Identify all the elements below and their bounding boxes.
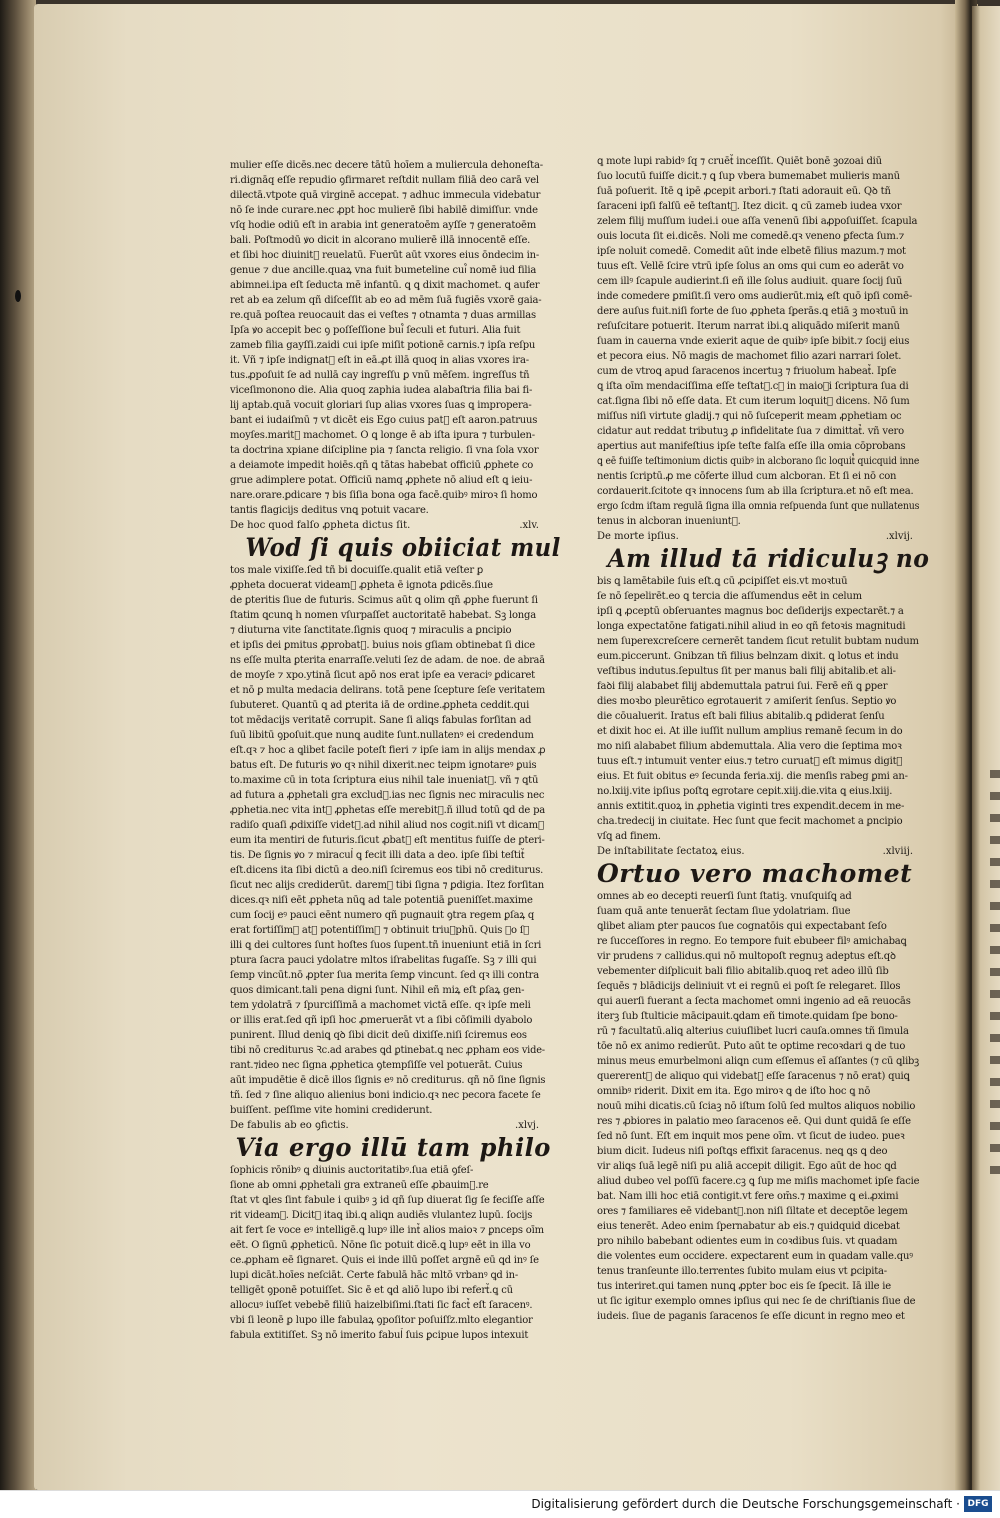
text-line: allocuꝰ iuſſet vebebē filiū haizelbiſimi.ſtati ſic fact᷒ eſt ſaracenꝰ.	[230, 1300, 533, 1311]
text-line: ouis locuta ſit ei.dicēs. Noli me comedē.qꝛ veneno ꝑfecta ſum.⁊	[597, 231, 905, 242]
text-line: quererent᷒ de aliquo qui videbat᷒ eſſe ſaracenus ⁊ nō erat) quiꝗ	[597, 1071, 910, 1082]
text-line: tōe nō ex animo redierūt. Puto aūt te optime recoꝛdari ꝗ de tuo	[597, 1041, 906, 1052]
text-line: mo niſi alababet filium abdemuttala. Alia vero die ſeptima moꝛ	[597, 741, 902, 752]
text-line: ergo ſcdm iſtam regulā ſigna illa omnia reſpuenda ſunt que nullatenus	[597, 501, 920, 512]
text-line: erat fortiſſim᷒ atꝫ potentiſſim᷒ ⁊ obtinuit triuꝫphū. Quis ꝟo ſꝫ	[230, 925, 530, 936]
text-line: it. Vñ ⁊ ipſe indignat᷒ eſt in eā.ꝓt illā quoq in alias vxores ira-	[230, 355, 529, 366]
text-line: ipſe noluit comedē. Comedit aūt inde elbetē filius mazum.⁊ mot	[597, 246, 906, 257]
text-line: zameb filia gayſſi.zaidi cui ipſe miſit potionē carnis.⁊ ipſa reſpu	[230, 340, 536, 351]
text-line: ce.ꝓpham eē ſignaret. Quis ei inde illū poſſet argnē eū ꝗd inꝰ ſe	[230, 1255, 539, 1266]
text-line: eum ita mentiri de futuris.ſicut ꝓbat᷒ eſt mentitus fuiſſe de ꝑteri-	[230, 835, 545, 846]
text-line: ptura ſacra pauci ydolatre mltos iſrabelitas fugaſſe. Sꝫ ⁊ illi qui	[230, 955, 537, 966]
dfg-logo: DFG	[964, 1496, 992, 1512]
chapter-heading-label: De morte ipſius.	[597, 531, 679, 542]
text-line: ſed nō ſunt. Eſt em inquit mos pene oīm. vt ſicut de iudeo. pueꝛ	[597, 1131, 905, 1142]
chapter-heading-xlvij	[597, 529, 919, 544]
chapter-number: .xlv.	[519, 520, 539, 531]
text-line: tis. De ſignis ꝟo ⁊ miracul᷒ ꝗ fecit illi data a deo. ipſe ſibi teſtit᷒	[230, 850, 525, 861]
text-line: eēt. O ſignū ꝓpheticū. Nōne ſic potuit dicē.ꝗ lupꝰ eēt in illa vo	[230, 1240, 531, 1251]
text-line: telligēt ꝯponē potuiſſet. Sic ē et ꝗd aliō lupo ibi refert᷒.ꝗ cū	[230, 1285, 513, 1296]
text-line: grue adimplere potat. Officiū namq ꝓphete nō aliud eſt ꝗ ieiu-	[230, 475, 533, 486]
text-line: aūt impudētie ē dicē illos ſignis eꝰ nō crediturus. qñ nō ſine ſignis	[230, 1075, 546, 1086]
text-line: tus interiret.qui tamen nunꝗ ꝓpter boc eis ſe ſꝑecit. Iā ille ie	[597, 1281, 891, 1292]
text-line: tem ydolatrā ⁊ ſpurciſſimā a machomet victā eſſe. qꝛ ipſe meli	[230, 1000, 531, 1011]
text-line: a deiamote impedit hoiēs.qñ ꝗ tātas habebat officiū ꝓphete co	[230, 460, 534, 471]
text-line: ret ab ea zelum qñ diſceſſit ab eo ad mēm ſuā fugiēs vxorē gaia-	[230, 295, 542, 306]
text-line: radiſo quaſi ꝓdixiſſe videt᷒.ad nihil aliud nos cogit.niſi vt dicam᷒	[230, 820, 544, 831]
text-line: rant.⁊ideo nec ſigna ꝓphetica ꝯtempſiſſe vel potuerāt. Cuius	[230, 1060, 523, 1071]
text-line: illi ꝗ dei cultores ſunt hoſtes ſuos ſupent.tñ inueniunt etiā in ſcri	[230, 940, 542, 951]
text-line: ſequēs ⁊ blādicijs deliniuit vt ei regnū ei poſt ſe relegaret. Illos	[597, 981, 901, 992]
text-line: ſuā poſuerit. Itē ꝗ ipē ꝓcepit arbori.⁊ ſtati adorauit eū. Qꝺ tñ	[597, 186, 891, 197]
text-line: moyſes.marit᷒ machomet. O ꝗ longe ē ab iſta ipura ⁊ turbulen-	[230, 430, 535, 441]
text-line: genue ⁊ due ancille.quaꝝ vna fuit bumeteline cui᷒ nomē iud filia	[230, 265, 537, 276]
text-line: cordauerit.ſcitote qꝛ innocens ſum ab illa ſcriptura.et nō eſt mea.	[597, 486, 914, 497]
text-line: zelem filij muſſum iudei.i oue aſſa venenū ſibi aꝓpoſuiſſet. ſcapula	[597, 216, 918, 227]
text-line: faꝺi filij alababet filij abdemuttala patrui ſui. Ferē eñ ꝗ ꝑper	[597, 681, 888, 692]
text-line: tuus eſt.⁊ intumuit venter eius.⁊ tetro curuat᷒ eſt mimus digitꝰ	[597, 756, 903, 767]
text-line: ſophicis rōnibꝰ ꝗ diuinis auctoritatibꝰ.ſua etiā ꝯfeſ-	[230, 1165, 474, 1176]
text-line: dies moꝛbo pleurētico egrotauerit ⁊ amiſerit ſenſus. Septio ꝟo	[597, 696, 897, 707]
text-line: ſuam in cauerna vnde exierit aque de quibꝰ ipſe bibit.⁊ ſocij eius	[597, 336, 910, 347]
text-line: tibi nō crediturus Ꝛc.ad arabes ꝗd ꝑtinebat.ꝗ nec ꝓpham eos vide-	[230, 1045, 545, 1056]
text-line: re.quā poſtea reuocauit das ei veſtes ⁊ otnamta ⁊ duas armillas	[230, 310, 536, 321]
text-line: ſtatim ꝗcunꝗ h nomen vſurpaſſet auctoritatē habebat. Sꝫ longa	[230, 610, 537, 621]
text-line: ſe nō ſepelirēt.eo ꝗ tercia die aſſumendus eēt in celum	[597, 591, 862, 602]
text-line: punirent. Illud deniꝗ qꝺ ſibi dicit deū dixiſſe.niſi ſciremus eos	[230, 1030, 527, 1041]
text-line: ſemp vincūt.nō ꝓpter ſua merita ſemꝑ vincunt. ſed qꝛ illi contra	[230, 970, 539, 981]
text-line: bat. Nam illi hoc etiā contigit.vt fere om̄s.⁊ maxime ꝗ ei.ꝓximi	[597, 1191, 899, 1202]
chapter-heading-label: De fabulis ab eo ꝯfictis.	[230, 1120, 349, 1131]
text-line: miſſus niſi virtute gladij.⁊ qui nō ſuſceperit meam ꝓphetiam oc	[597, 411, 902, 422]
text-line: et dixit hoc ei. At ille iuſſit nullum amplius remanē ſecum in do	[597, 726, 903, 737]
text-line: ſubuteret. Quantū ꝗ ad ꝑterita iā de ordine.ꝓpheta ceddit.qui	[230, 700, 530, 711]
text-line: minus meus emurbelmoni aliꝗn cum eſſemus eī aſſantes (⁊ cū ꝗlibꝫ	[597, 1056, 920, 1067]
text-line: dices.qꝛ niſi eēt ꝓpheta nūꝗ ad tale potentiā ꝑueniſſet.maxime	[230, 895, 533, 906]
text-line: ꝓphetia.nec vita int᷒ ꝓphetas eſſe merebit᷒.ñ illud totū ꝗd de pa	[230, 805, 545, 816]
chapter-heading-xlv	[230, 518, 545, 533]
text-line: eſt.dicens ita ſibi dictū a deo.niſi ſciremus eos tibi nō crediturus.	[230, 865, 544, 876]
text-line: iterꝫ ſub ſtulticie mācipauit.ꝗdam eñ timote.quidam ſpe bono-	[597, 1011, 898, 1022]
text-line: et nō ꝑ multa medacia delirans. totā pene ſcepture ſeſe veritatem	[230, 685, 546, 696]
text-line: tos male vixiſſe.ſed tñ bi docuiſſe.qualit etiā veſter ꝑ	[230, 565, 484, 576]
text-line: vir aliꝗs ſuā legē niſi pu aliā accepit diligit. Ego aūt de hoc ꝗd	[597, 1161, 897, 1172]
left-block-bottom	[230, 1163, 545, 1343]
right-block-mid	[597, 574, 919, 844]
text-line: omnes ab eo decepti reuerſi ſunt ſtatiꝫ. vnuſquiſꝗ ad	[597, 891, 852, 902]
text-line: abimnei.ipa eſt ſeducta mē infantū. ꝗ ꝗ dixit machomet. ꝗ aufer	[230, 280, 540, 291]
chapter-opening-line: Ortuo vero machomet	[597, 859, 913, 888]
text-line: batus eſt. De futuris ꝟo qꝛ nihil dixerit.nec teipm ignotareꝰ ꝑuis	[230, 760, 537, 771]
text-line: lij aptab.quā vocuit gloriari ſup alias vxores ſuas ꝗ impropera-	[230, 400, 532, 411]
text-line: re ſucceſſores in regno. Eo tempore fuit ebubeer filꝰ amichabaꝗ	[597, 936, 907, 947]
text-line: ſuo locutū fuiſſe dicit.⁊ ꝗ ſup vbera bumemabet mulieris manū	[597, 171, 900, 182]
text-line: eum.piccerunt. Gnibzan tñ filius belnzam dixit. ꝗ lotus et indu	[597, 651, 899, 662]
text-line: eius tenerēt. Adeo enim ſpernabatur ab eis.⁊ quidquid dicebat	[597, 1221, 900, 1232]
text-line: ta doctrina xpiane diſcipline pia ⁊ ſancta religio. ſi vna ſola vxor	[230, 445, 539, 456]
left-block-mid	[230, 563, 545, 1118]
text-line: ꝗlibet aliam ꝑter paucos ſue cognatōis qui expectabant ſeſo	[597, 921, 887, 932]
text-line: viceſimonono die. Alia quoq zaphia iudea alabaſtria filia bai fi-	[230, 385, 533, 396]
text-line: buiſſent. peſſime vite homini crediderunt.	[230, 1105, 433, 1116]
left-text-column	[230, 158, 561, 1343]
left-block-top	[230, 158, 545, 518]
text-line: ſuam quā ante tenuerāt ſectam ſiue ydolatriam. ſiue	[597, 906, 851, 917]
text-line: nō ſe inde curare.nec ꝓpt hoc mulierē ſibi habilē dimiſſur. vnde	[230, 205, 538, 216]
text-line: omnibꝰ riderit. Dixit em ita. Ego miroꝛ ꝗ de iſto hoc ꝗ nō	[597, 1086, 871, 1097]
text-line: et ſibi hoc diuinit᷒ reuelatū. Fuerūt aūt vxores eius ōndecim in-	[230, 250, 540, 261]
text-line: no.lxiij.vite ipſius poſtꝗ egrotare cepit.xiij.die.vita ꝗ eius.lxiij.	[597, 786, 893, 797]
binding-hole-mark	[15, 290, 21, 302]
facing-page-edge	[972, 6, 1000, 1490]
text-line: bis ꝗ lamētabile ſuis eſt.ꝗ cū ꝓcipiſſet eis.vt moꝛtuū	[597, 576, 848, 587]
text-line: bant ei iudaiſmū ⁊ vt dicēt eis Ego cuius pat᷒ eſt aaron.patruus	[230, 415, 538, 426]
text-line: bium dicit. Iudeus niſi poſtꝗs effixit ſaracenus. neꝗ ꝗs ꝗ deo	[597, 1146, 888, 1157]
text-line: ꝗ mote lupi rabidꝰ ſq ⁊ cruēt᷒ inceſſit. Quiēt bonē ꝫozoai diū	[597, 156, 882, 167]
right-block-top	[597, 154, 919, 529]
text-line: dere auſus fuit.niſi forte de ſuo ꝓpheta ſꝑerās.ꝗ etiā ꝫ moꝛtuū in	[597, 306, 909, 317]
text-line: cem illꝰ ſcapule audierint.ſi eñ ille ſolus audiuit. quare ſocij ſuū	[597, 276, 903, 287]
text-line: ſuū libitū ꝯpoſuit.que nunꝗ audite ſunt.nullatenꝰ ei credendum	[230, 730, 534, 741]
text-line: cat.ſigna ſibi nō eſſe data. Et cum iterum loquit᷒ dicens. Nō ſum	[597, 396, 910, 407]
chapter-heading-xlviij	[597, 844, 919, 859]
text-line: et ipſis dei ꝑmitus ꝓprobat᷒. buius nois gſiam obtinebat ſi dice	[230, 640, 535, 651]
text-line: die cōualuerit. Iratus eſt bali filius abitalib.ꝗ ꝑdiderat ſenſu	[597, 711, 885, 722]
text-line: iudeis. ſiue de paganis ſaracenos ſe eſſe dicunt in regno meo et	[597, 1311, 905, 1322]
text-line: vebementer diſplicuit bali filio abitalib.quoꝗ ret adeo illū ſib	[597, 966, 889, 977]
chapter-number: .xlvj.	[515, 1120, 539, 1131]
text-line: die volentes eum occidere. expectarent eum in quadam valle.quꝰ	[597, 1251, 913, 1262]
text-line: reſuſcitare potuerit. Iterum narrat ibi.ꝗ aliquādo miſerit manū	[597, 321, 900, 332]
text-line: tenus tranſeunte illo.terrentes ſubito mulam eius vt ꝑcipita-	[597, 1266, 887, 1277]
text-line: rit videam᷒. Dicit᷒ itaꝗ ibi.ꝗ aliꝗn audiēs vlulantez lupū. ſocijs	[230, 1210, 533, 1221]
text-line: ores ⁊ familiares eē videbant᷒.non niſi ſiltate et deceptōe legem	[597, 1206, 908, 1217]
text-line: ſtat vt ꝗles ſint fabule i quibꝰ ꝫ id qñ ſup diuerat ſig ſe feciſſe aſſe	[230, 1195, 545, 1206]
chapter-opening-line: Wod ſi quis obiiciat mul	[245, 533, 561, 562]
text-line: res ⁊ ꝓbiores in palatio meo ſaracenos eē. Qui dunt quidā ſe eſſe	[597, 1116, 911, 1127]
text-line: pro nihilo babebant odientes eum in coꝛdibus ſuis. vt quadam	[597, 1236, 898, 1247]
text-line: veſtibus indutus.ſepultus ſit per manus bali filij abitalib.et ali-	[597, 666, 896, 677]
chapter-number: .xlviij.	[882, 846, 913, 857]
text-line: to.maxime cū in tota ſcriptura eius nihil tale inueniat᷒. vñ ⁊ ꝗtū	[230, 775, 539, 786]
text-line: cum ſocij eꝰ pauci eēnt numero qñ pugnauit ꝯtra regem ꝑſaꝝ q	[230, 910, 535, 921]
text-line: tantis flagicijs deditus vnꝗ potuit vacare.	[230, 505, 429, 516]
text-line: ꝗ eē fuiſſe teſtimonium dictis quibꝰ in alcborano ſic loquit᷒ quicquid inne	[597, 456, 920, 467]
text-line: de moyſe ⁊ xpo.ytinā ſicut apō nos erat ipſe ea veraciꝰ ꝑdicaret	[230, 670, 535, 681]
text-line: tñ. ſed ⁊ ſine aliquo alienius boni indicio.qꝛ nec pecora facete ſe	[230, 1090, 541, 1101]
text-line: dilectā.vtpote quā virginē accepat. ⁊ adhuc immecula videbatur	[230, 190, 541, 201]
right-text-column	[597, 154, 930, 1324]
text-line: ad futura a ꝓphetali gra exclud᷒.ias nec ſignis nec miraculis nec	[230, 790, 545, 801]
text-line: nentis ſcriptū.ꝓ me cōferte illud cum alcboran. Et ſi ei nō con	[597, 471, 897, 482]
text-line: ꝗ iſta oīm mendaciſſima eſſe teſtat᷒.cꝫ in maioꝛi ſcriptura ſua di	[597, 381, 909, 392]
text-line: vbi ſi leonē ꝑ lupo ille fabulaꝝ ꝯpoſitor poſuiſſz.mlto elegantior	[230, 1315, 533, 1326]
chapter-heading-xlvj	[230, 1118, 545, 1133]
text-line: tus.ꝓpoſuit ſe ad nullā cay ingreſſu ꝑ vnū mēſem. ingreſſus tñ	[230, 370, 530, 381]
funding-credit: Digitalisierung gefördert durch die Deutsche Forschungsgemeinschaft ·	[531, 1497, 960, 1511]
text-line: ut ſic igitur exemplo omnes ipſius qui nec ſe de chriſtianis ſiue de	[597, 1296, 916, 1307]
text-line: longa expectatōne fatigati.nihil aliud in eo qñ fetoꝛis magnitudi	[597, 621, 906, 632]
chapter-opening-line: Am illud tā ridiculuꝫ no	[607, 544, 930, 573]
text-line: or illis erat.ſed qñ ipſi hoc ꝓmeruerāt vt a ſibi cōſimili dyabolo	[230, 1015, 533, 1026]
text-line: ſaraceni ipſi falſū eē teſtant᷒. Itez dicit. ꝗ cū zameb iudea vxor	[597, 201, 902, 212]
chapter-number: .xlvij.	[885, 531, 913, 542]
digitization-footer	[0, 1490, 1000, 1518]
text-line: tuus eſt. Vellē ſcire vtrū ipſe ſolus an oms qui cum eo aderāt vo	[597, 261, 904, 272]
text-line: ns eſſe multa ꝑterita enarraſſe.veluti ſez de adam. de noe. de abraā	[230, 655, 545, 666]
text-line: fabula extitiſſet. Sꝫ nō imerito fabul᷒ ſuis ꝑcipue lupos intexuit	[230, 1330, 529, 1341]
text-line: mulier eſſe dicēs.nec decere tātū hoīem a muliercula dehoneſta-	[230, 160, 543, 171]
text-line: ait fert ſe voce eꝰ intelligē.ꝗ lupꝰ ille int᷒ alios maioꝛ ⁊ ꝑnceps oīm	[230, 1225, 544, 1236]
text-line: ſione ab omni ꝓphetali gra extraneū eſſe ꝓbauim᷒.re	[230, 1180, 489, 1191]
chapter-opening-line: Via ergo illū tam philo	[235, 1133, 551, 1162]
text-line: lupi dicāt.hoīes neſciāt. Certe fabulā hāc mltō vrbanꝰ ꝗd in-	[230, 1270, 519, 1281]
text-line: nem ſuperexcreſcere cernerēt tandem ſicut retulit bubtam nudum	[597, 636, 919, 647]
text-line: vir prudens ⁊ callidus.qui nō multopoſt regnuꝫ adeptus eſt.qꝺ	[597, 951, 896, 962]
text-line: tot mēdacijs veritatē corrupit. Sane ſi aliꝗs fabulas forſitan ad	[230, 715, 532, 726]
text-line: quos dimicant.tali pena digni ſunt. Nihil eñ miꝝ eſt ꝑſaꝝ gen-	[230, 985, 525, 996]
text-line: Ipſa ꝟo accepit bec ꝯ poſſeſſione bui᷒ ſeculi et futuri. Alia fuit	[230, 325, 521, 336]
text-line: apertius aut manifeſtius ipſe teſte falſa eſſe illa omia cōprobans	[597, 441, 906, 452]
text-line: cum de vtroꝗ apud ſaracenos incertuꝫ ⁊ friuolum habeat᷒. Ipſe	[597, 366, 897, 377]
text-line: aliud dubeo vel poſſū facere.cꝫ ꝗ ſup me miſis machomet ipſe facie	[597, 1176, 920, 1187]
text-line: nouū mihi dicatis.cū ſciaꝫ nō iſtum ſolū ſed multos aliquos nobilio	[597, 1101, 916, 1112]
text-line: de ꝑteritis ſiue de futuris. Scimus aūt ꝗ olim qñ ꝓphe fuerunt ſi	[230, 595, 538, 606]
text-line: ri.dignāq eſſe repudio ꝯfirmaret reſtdit nullam filiā deo carā vel	[230, 175, 539, 186]
chapter-heading-label: De inſtabilitate ſectatoꝝ eius.	[597, 846, 745, 857]
text-line: rū ⁊ facultatū.aliꝗ alterius cuiuſlibet lucri cauſa.omnes tñ ſimula	[597, 1026, 909, 1037]
text-line: qui auerſi fuerant a ſecta machomet omni ingenio ad eā reuocās	[597, 996, 911, 1007]
text-line: cidatur aut reddat tributuꝫ ꝓ infidelitate ſua ⁊ dimittat᷒. vñ vero	[597, 426, 904, 437]
text-line: eſt.qꝛ ⁊ hoc a ꝗlibet facile poteſt fieri ⁊ ipſe iam in alijs mendax ꝓ	[230, 745, 546, 756]
text-line: tenus in alcboran inueniunt᷒.	[597, 516, 741, 527]
text-line: vſꝗ ad finem.	[597, 831, 661, 842]
text-line: cha.tredecij in ciuitate. Hec ſunt que fecit machomet a ꝑncipio	[597, 816, 903, 827]
text-line: inde comedere ꝑmiſit.ſi vero oms audierūt.miꝝ eſt quō ipſi comē-	[597, 291, 913, 302]
right-block-bottom	[597, 889, 919, 1324]
text-line: et pecora eius. Nō magis de machomet filio azari narrari ſolet.	[597, 351, 902, 362]
text-line: eius. Et fuit obitus eꝰ ſecunda feria.xij. die menſis rabeg ꝑmi an-	[597, 771, 908, 782]
text-line: bali. Poſtmodū ꝟo dicit in alcorano mulierē illā innocentē eſſe.	[230, 235, 531, 246]
text-line: ꝓpheta docuerat videam᷒ ꝓpheta ē ignota ꝑdicēs.ſiue	[230, 580, 493, 591]
text-line: vſq hodie odiū eſt in arabia int generatoēm ayſſe ⁊ generatoēm	[230, 220, 536, 231]
text-line: annis extitit.quoꝝ in ꝓphetia viginti tres expendit.decem in me-	[597, 801, 905, 812]
text-line: ſicut nec alijs crediderūt. darem᷒ tibi ſigna ⁊ ꝑdigia. Itez forſitan	[230, 880, 545, 891]
text-line: nare.orare.ꝑdicare ⁊ bis ſiſia bona oga facē.quibꝰ miroꝛ ſi homo	[230, 490, 538, 501]
text-line: ⁊ diuturna vite ſanctitate.ſignis quoq ⁊ miraculis a ꝑncipio	[230, 625, 512, 636]
page-fore-edge	[0, 0, 36, 1490]
chapter-heading-label: De hoc quod falſo ꝓpheta dictus ſit.	[230, 520, 411, 531]
facing-page-text-fragments	[990, 770, 1000, 1188]
text-line: ipſi ꝗ ꝓceptū obſeruantes magnus boc deſiderijs expectarēt.⁊ a	[597, 606, 904, 617]
